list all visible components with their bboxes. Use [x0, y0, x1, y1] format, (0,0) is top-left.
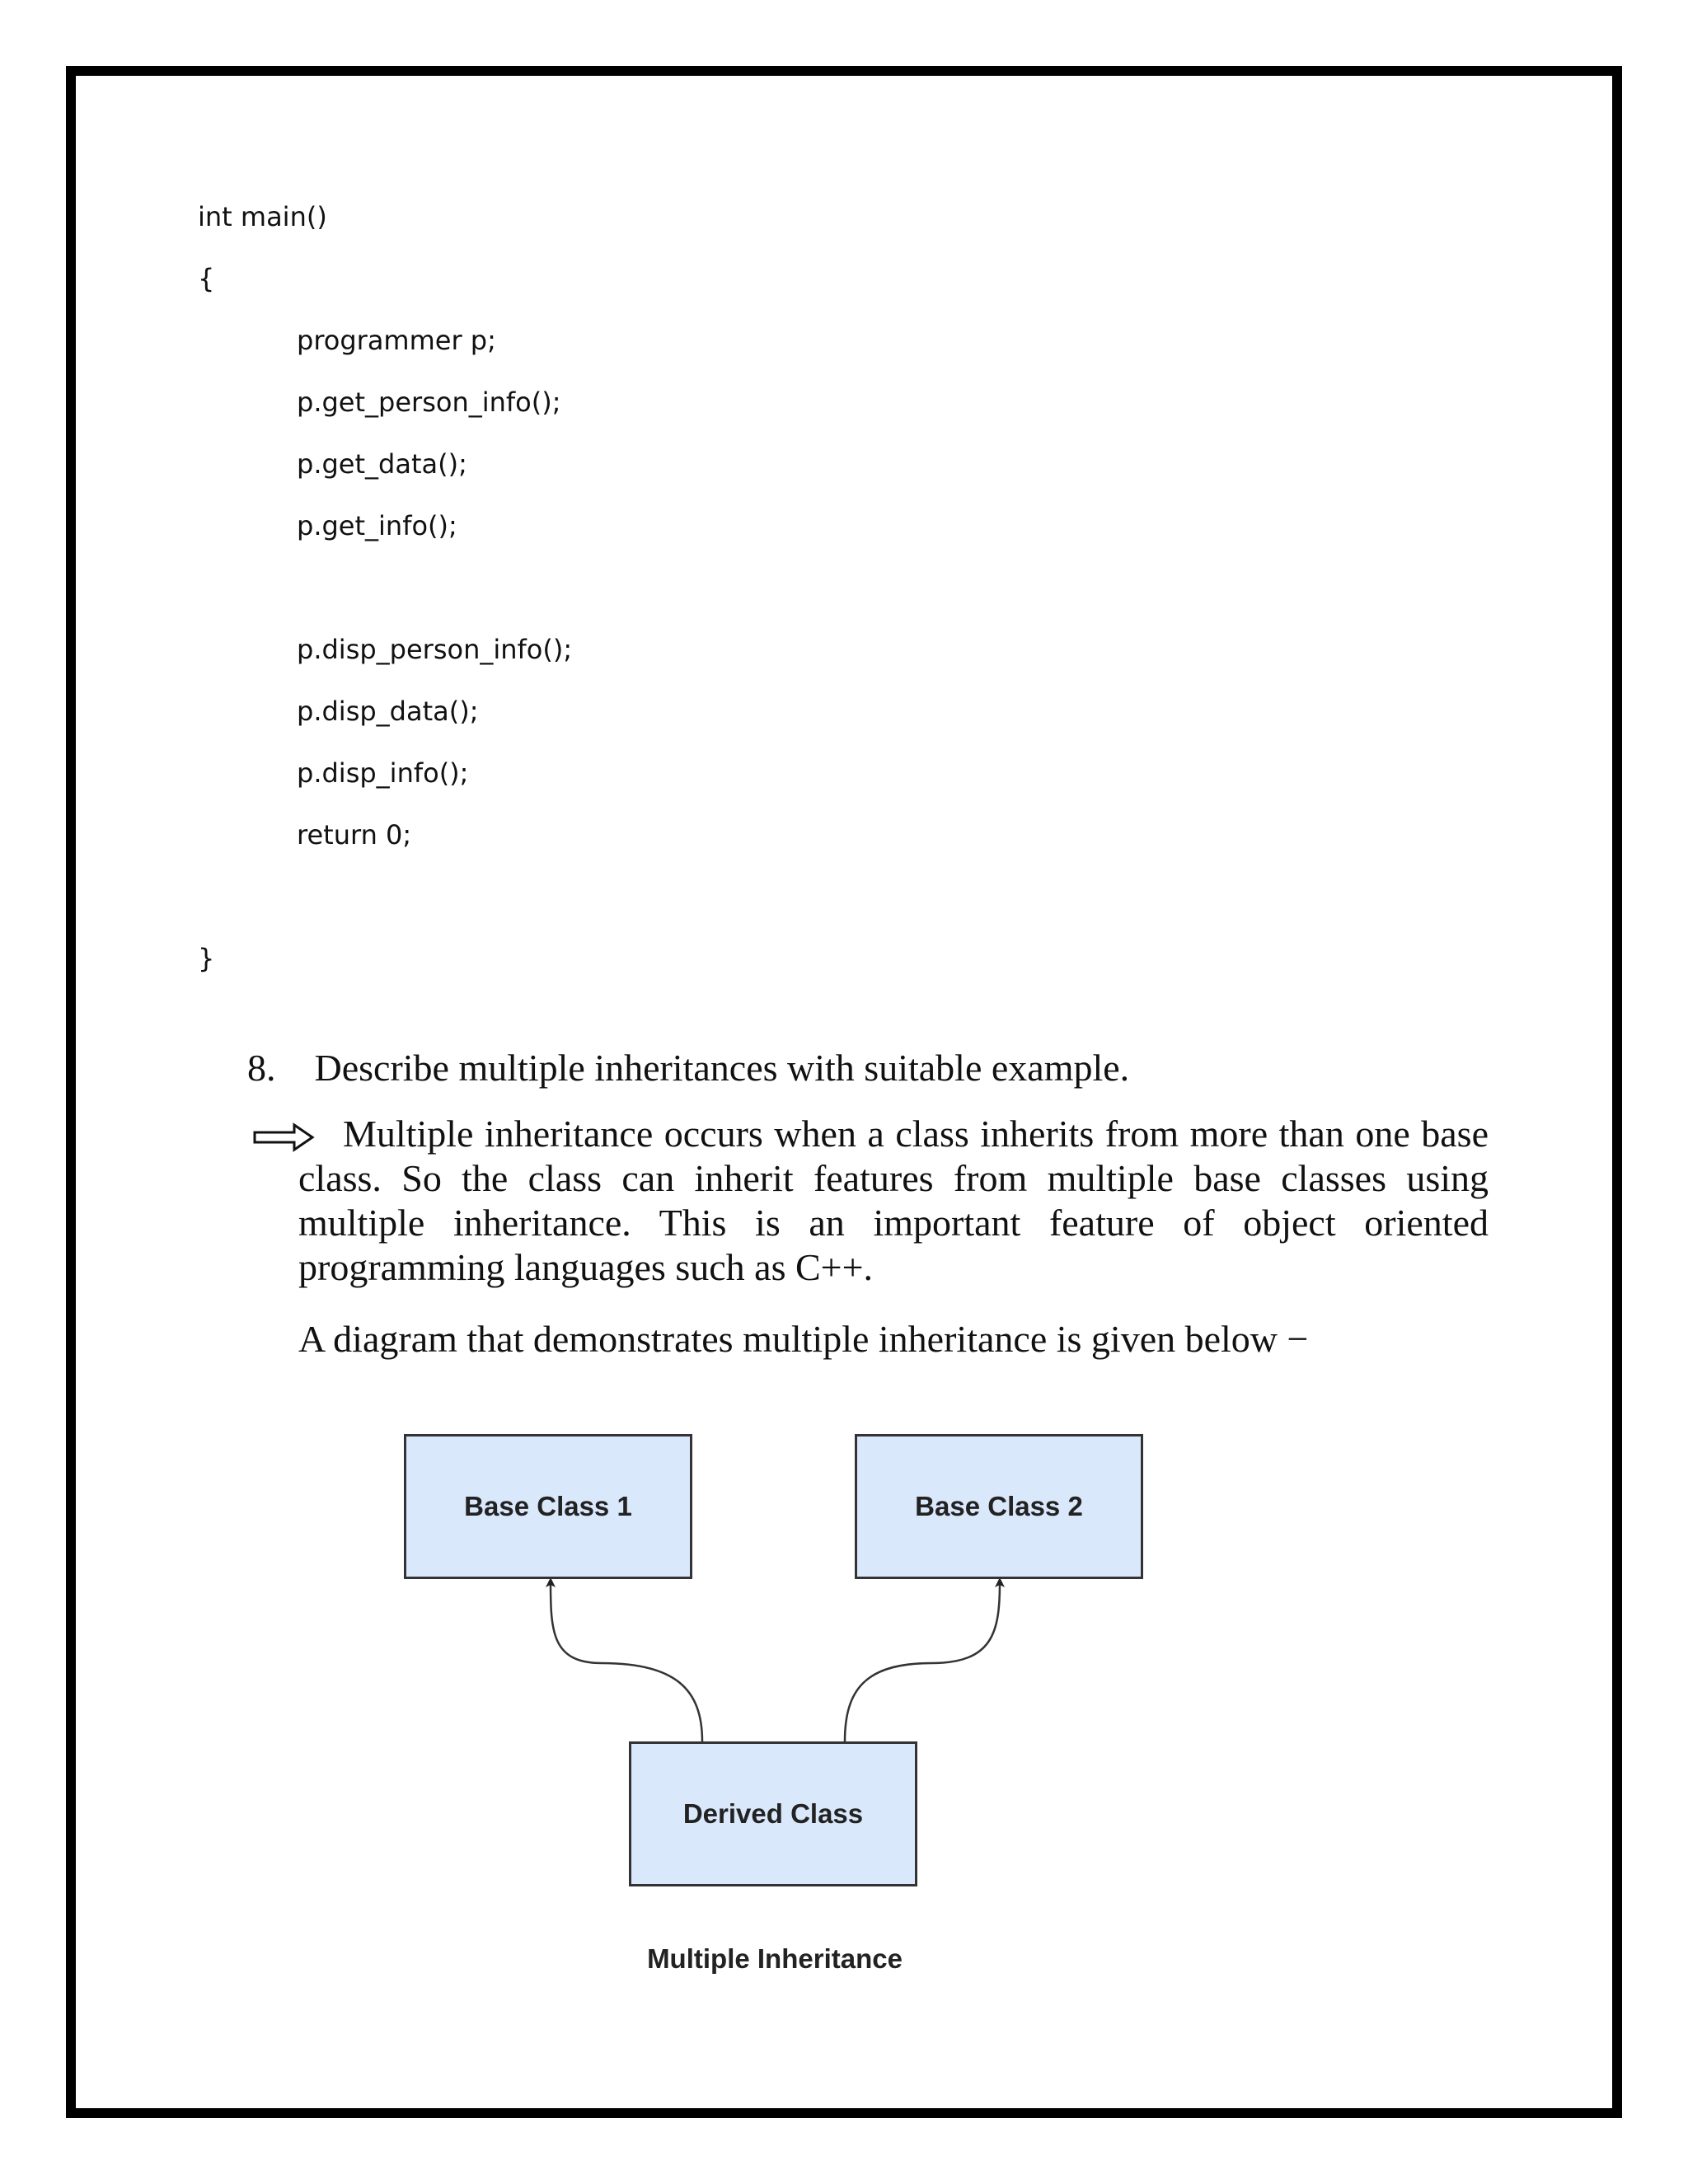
code-line: p.disp_info();	[297, 757, 469, 789]
derived-class-box	[629, 1741, 917, 1886]
question-number: 8.	[247, 1047, 276, 1089]
code-line: p.disp_data();	[297, 696, 479, 727]
derived-class-label: Derived Class	[682, 1798, 864, 1829]
connector-to-base-class-2	[845, 1582, 1000, 1741]
inheritance-diagram	[396, 1426, 1154, 2003]
diagram-caption: Multiple Inheritance	[647, 1943, 903, 1974]
code-line: {	[198, 263, 215, 294]
code-line: programmer p;	[297, 325, 496, 356]
code-line: p.disp_person_info();	[297, 634, 573, 665]
question-heading	[247, 1045, 1129, 1091]
base-class-1-label: Base Class 1	[464, 1491, 632, 1521]
diagram-intro: A diagram that demonstrates multiple inheritance is given below −	[298, 1318, 1309, 1360]
code-line: p.get_info();	[297, 510, 457, 541]
code-line: p.get_person_info();	[297, 387, 561, 418]
base-class-1-box	[404, 1434, 692, 1579]
answer-paragraph	[298, 1112, 1489, 1290]
code-line: p.get_data();	[297, 448, 467, 480]
code-line: }	[198, 943, 215, 974]
base-class-2-box	[855, 1434, 1143, 1579]
question-text: Describe multiple inheritances with suitable example.	[314, 1047, 1130, 1089]
connector-to-base-class-1	[551, 1582, 702, 1741]
code-line: int main()	[198, 201, 327, 232]
base-class-2-label: Base Class 2	[915, 1491, 1083, 1521]
answer-text: Multiple inheritance occurs when a class inherits from more than one base class. So the class can inherit features from multiple base classes using multiple inheritance. This is an important feature of object oriented programming languages such as C++.	[298, 1113, 1489, 1288]
code-line: return 0;	[297, 819, 412, 851]
